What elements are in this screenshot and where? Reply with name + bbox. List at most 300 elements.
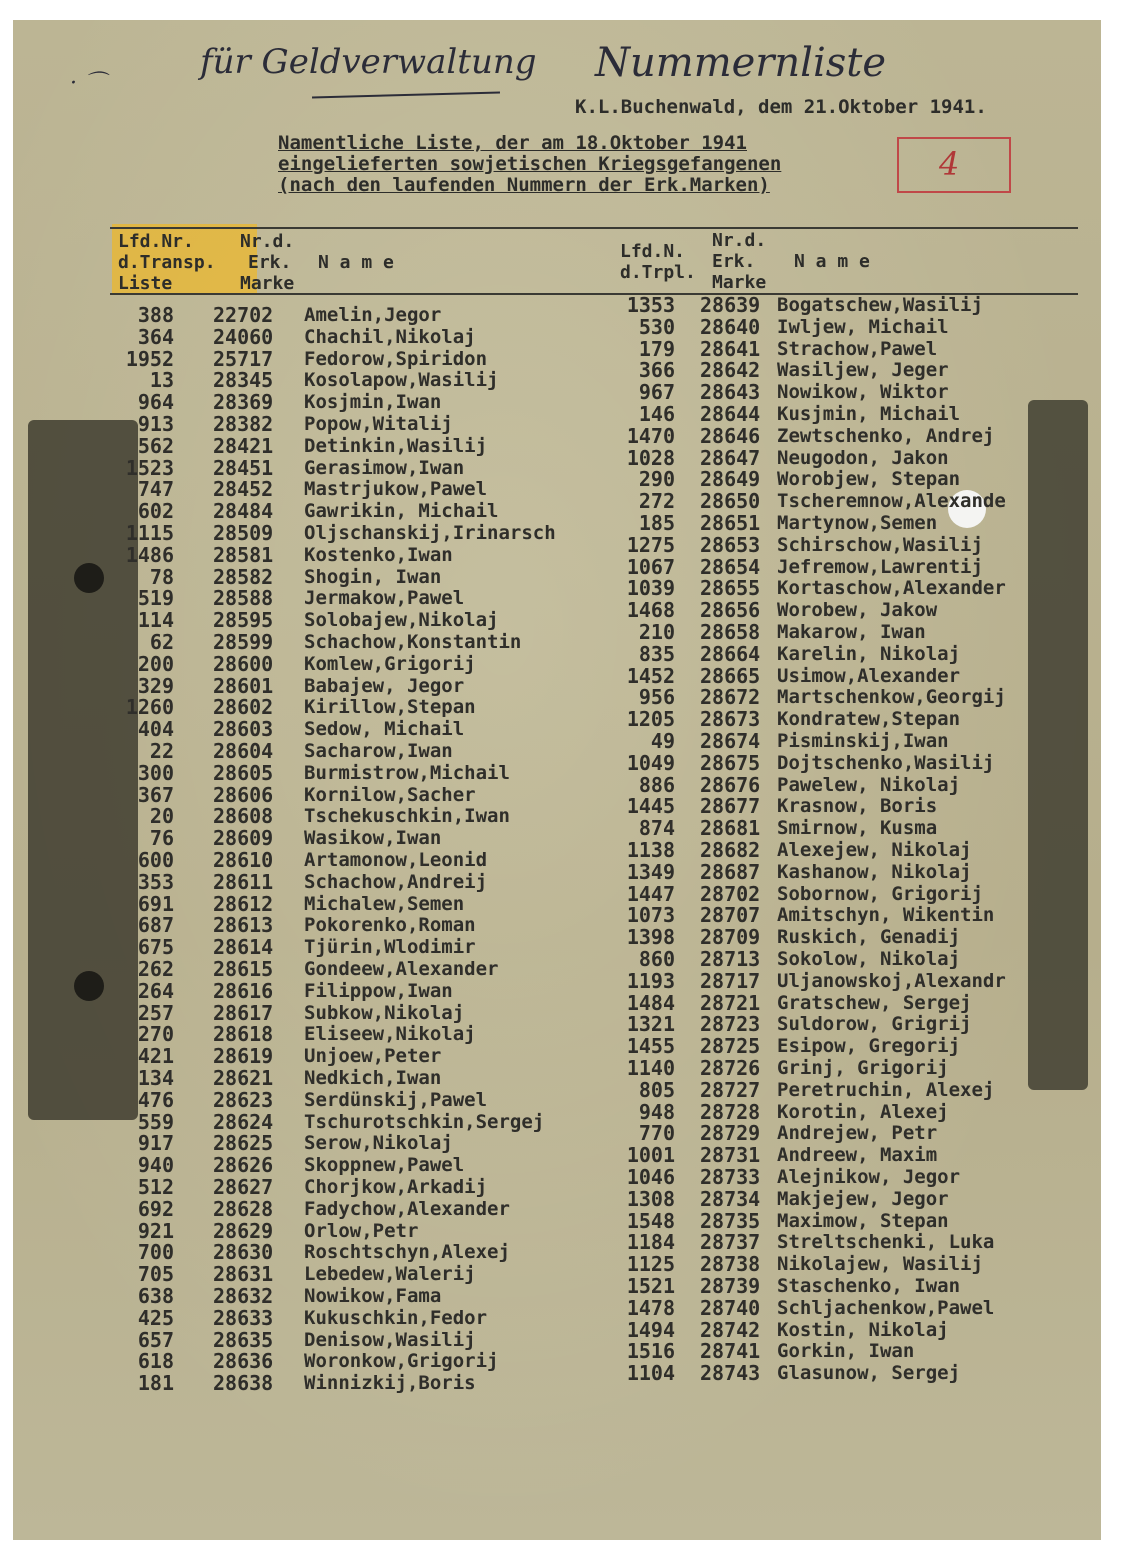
lfd-number: 476 bbox=[137, 1087, 174, 1112]
lfd-number: 1001 bbox=[626, 1143, 675, 1168]
lfd-number: 1353 bbox=[626, 293, 675, 317]
prisoner-name: Nowikow,Fama bbox=[304, 1285, 442, 1307]
marke-number: 28647 bbox=[700, 445, 761, 470]
prisoner-name: Peretruchin, Alexej bbox=[777, 1078, 995, 1101]
lfd-number: 290 bbox=[638, 467, 675, 492]
lfd-number: 1138 bbox=[626, 838, 675, 862]
header-line: Marke bbox=[712, 272, 767, 293]
marke-number: 28675 bbox=[700, 750, 761, 775]
lfd-number: 860 bbox=[638, 947, 675, 971]
place-date-line: K.L.Buchenwald, dem 21.Oktober 1941. bbox=[575, 96, 987, 118]
punch-hole-bottom bbox=[74, 971, 104, 1001]
prisoner-name: Karelin, Nikolaj bbox=[777, 642, 961, 665]
lfd-number: 262 bbox=[137, 957, 174, 981]
lfd-number: 1516 bbox=[626, 1339, 675, 1364]
marke-number: 24060 bbox=[213, 324, 274, 349]
lfd-number: 770 bbox=[638, 1121, 675, 1146]
marke-number: 28741 bbox=[700, 1339, 761, 1364]
lfd-number: 364 bbox=[137, 324, 174, 349]
table-rule-top bbox=[110, 227, 1078, 229]
prisoner-name: Subkow,Nikolaj bbox=[304, 1001, 465, 1024]
lfd-number: 940 bbox=[137, 1153, 174, 1178]
marke-number: 28658 bbox=[700, 620, 761, 644]
lfd-number: 519 bbox=[137, 586, 174, 611]
lfd-number: 146 bbox=[638, 402, 675, 426]
lfd-number: 200 bbox=[137, 651, 174, 676]
header-line: Liste bbox=[118, 273, 173, 294]
prisoner-name: Andrejew, Petr bbox=[777, 1122, 938, 1145]
marke-number: 28614 bbox=[213, 935, 274, 960]
marke-number: 28382 bbox=[213, 412, 274, 436]
lfd-number: 1125 bbox=[626, 1252, 675, 1277]
lfd-number: 1104 bbox=[626, 1361, 675, 1386]
prisoner-name: Gorkin, Iwan bbox=[777, 1340, 915, 1363]
prisoner-name: Alejnikow, Jegor bbox=[777, 1166, 961, 1188]
marke-number: 28636 bbox=[213, 1349, 274, 1374]
marke-number: 28687 bbox=[700, 859, 761, 884]
lfd-number: 700 bbox=[137, 1240, 174, 1265]
marke-number: 28581 bbox=[213, 542, 274, 567]
lfd-number: 404 bbox=[137, 717, 174, 742]
prisoner-name: Winnizkij,Boris bbox=[304, 1372, 476, 1395]
prisoner-name: Wasikow,Iwan bbox=[304, 827, 442, 850]
marke-number: 28609 bbox=[213, 826, 274, 851]
marke-number: 28606 bbox=[213, 782, 274, 807]
lfd-number: 367 bbox=[137, 782, 174, 807]
prisoner-name: Sokolow, Nikolaj bbox=[777, 948, 961, 970]
marke-number: 28630 bbox=[213, 1240, 274, 1265]
marke-number: 28646 bbox=[700, 423, 761, 448]
prisoner-name: Martynow,Semen bbox=[777, 512, 938, 534]
lfd-number: 512 bbox=[137, 1175, 174, 1199]
marke-number: 28739 bbox=[700, 1274, 761, 1298]
marke-number: 28619 bbox=[213, 1044, 274, 1069]
lfd-number: 1046 bbox=[626, 1165, 675, 1189]
lfd-number: 1523 bbox=[125, 455, 174, 480]
marke-number: 28654 bbox=[700, 554, 761, 579]
prisoner-name: Iwljew, Michail bbox=[777, 315, 949, 338]
prisoner-name: Solobajew,Nikolaj bbox=[304, 609, 499, 632]
prisoner-name: Eliseew,Nikolaj bbox=[304, 1023, 476, 1046]
marke-number: 28644 bbox=[700, 402, 761, 426]
lfd-number: 1205 bbox=[626, 707, 675, 732]
prisoner-name: Lebedew,Walerij bbox=[304, 1263, 476, 1286]
marke-number: 28452 bbox=[213, 477, 274, 502]
marke-number: 28617 bbox=[213, 1000, 274, 1025]
prisoner-name: Serow,Nikolaj bbox=[304, 1132, 453, 1155]
marke-number: 28677 bbox=[700, 794, 761, 819]
prisoner-name: Kosjmin,Iwan bbox=[304, 391, 442, 414]
prisoner-name: Nowikow, Wiktor bbox=[777, 381, 949, 404]
prisoner-name: Schachow,Andreij bbox=[304, 870, 488, 893]
marke-number: 28610 bbox=[213, 848, 274, 872]
prisoner-name: Fadychow,Alexander bbox=[304, 1197, 510, 1220]
lfd-number: 1521 bbox=[626, 1274, 675, 1298]
lfd-number: 181 bbox=[137, 1371, 174, 1396]
prisoner-name: Worobjew, Stepan bbox=[777, 468, 961, 491]
marke-number: 28742 bbox=[700, 1317, 761, 1342]
marke-number: 28676 bbox=[700, 772, 761, 797]
lfd-number: 956 bbox=[638, 685, 675, 710]
prisoner-name: Detinkin,Wasilij bbox=[304, 434, 488, 457]
prisoner-name: Korotin, Alexej bbox=[777, 1100, 949, 1123]
marke-number: 28674 bbox=[700, 729, 761, 753]
lfd-number: 1494 bbox=[626, 1317, 675, 1342]
pencil-mark: · ⌒ bbox=[70, 71, 106, 96]
title-line: (nach den laufenden Nummern der Erk.Marken) bbox=[278, 174, 770, 196]
marke-number: 22702 bbox=[213, 303, 274, 327]
prisoner-name: Martschenkow,Georgij bbox=[777, 686, 1006, 709]
marke-number: 28602 bbox=[213, 695, 274, 720]
marke-number: 28612 bbox=[213, 891, 274, 916]
prisoner-name: Kostin, Nikolaj bbox=[777, 1318, 949, 1341]
prisoner-name: Serdünskij,Pawel bbox=[304, 1088, 488, 1111]
lfd-number: 22 bbox=[149, 739, 174, 763]
lfd-number: 421 bbox=[137, 1044, 174, 1069]
marke-number: 28681 bbox=[700, 816, 761, 841]
marke-number: 28603 bbox=[213, 717, 274, 742]
marke-number: 28484 bbox=[213, 499, 274, 524]
marke-number: 28734 bbox=[700, 1186, 761, 1211]
marke-number: 28653 bbox=[700, 532, 761, 557]
marke-number: 28604 bbox=[213, 739, 274, 763]
lfd-number: 964 bbox=[137, 390, 174, 415]
prisoner-name: Schirschow,Wasilij bbox=[777, 533, 983, 556]
handwritten-note-right: Nummernliste bbox=[595, 40, 887, 86]
lfd-number: 805 bbox=[638, 1077, 675, 1102]
prisoner-name: Gondeew,Alexander bbox=[304, 958, 499, 980]
header-line: Lfd.Nr. bbox=[118, 231, 194, 252]
prisoner-name: Roschtschyn,Alexej bbox=[304, 1241, 510, 1264]
prisoner-name: Schachow,Konstantin bbox=[304, 631, 522, 653]
marke-number: 28625 bbox=[213, 1131, 274, 1156]
marke-number: 28743 bbox=[700, 1361, 761, 1386]
lfd-number: 1952 bbox=[125, 346, 174, 371]
marke-number: 28664 bbox=[700, 641, 761, 666]
marke-number: 28608 bbox=[213, 804, 274, 829]
marke-number: 28615 bbox=[213, 957, 274, 981]
prisoner-name: Pokorenko,Roman bbox=[304, 914, 476, 937]
prisoner-name: Komlew,Grigorij bbox=[304, 652, 476, 675]
prisoner-name: Jefremow,Lawrentij bbox=[777, 555, 983, 578]
prisoner-name: Gawrikin, Michail bbox=[304, 500, 499, 523]
marke-number: 28737 bbox=[700, 1230, 761, 1255]
marke-number: 28588 bbox=[213, 586, 274, 611]
lfd-number: 1486 bbox=[125, 542, 174, 567]
left-header-nr bbox=[240, 231, 294, 294]
lfd-number: 602 bbox=[137, 499, 174, 524]
prisoner-name: Suldorow, Grigrij bbox=[777, 1013, 972, 1036]
lfd-number: 13 bbox=[149, 368, 174, 393]
prisoner-name: Makarow, Iwan bbox=[777, 621, 926, 643]
right-header-name: N a m e bbox=[794, 251, 870, 272]
lfd-number: 638 bbox=[137, 1284, 174, 1308]
marke-number: 28735 bbox=[700, 1208, 761, 1233]
prisoner-name: Pawelew, Nikolaj bbox=[777, 773, 961, 796]
prisoner-name: Staschenko, Iwan bbox=[777, 1275, 961, 1297]
header-line: Erk. bbox=[712, 251, 756, 272]
prisoner-name: Nikolajew, Wasilij bbox=[777, 1253, 983, 1276]
lfd-number: 917 bbox=[137, 1131, 174, 1156]
prisoner-name: Kortaschow,Alexander bbox=[777, 577, 1006, 600]
header-line: d.Transp. bbox=[118, 252, 216, 273]
lfd-number: 1398 bbox=[626, 925, 675, 950]
lfd-number: 1073 bbox=[626, 903, 675, 928]
marke-number: 28650 bbox=[700, 489, 761, 514]
header-line: d.Trpl. bbox=[620, 262, 696, 283]
prisoner-name: Kirillow,Stepan bbox=[304, 696, 476, 719]
prisoner-name: Maximow, Stepan bbox=[777, 1209, 949, 1232]
prisoner-name: Babajew, Jegor bbox=[304, 674, 465, 697]
prisoner-name: Uljanowskoj,Alexandr bbox=[777, 969, 1006, 992]
lfd-number: 874 bbox=[638, 816, 675, 841]
lfd-number: 835 bbox=[638, 641, 675, 666]
marke-number: 25717 bbox=[213, 346, 274, 371]
prisoner-name: Michalew,Semen bbox=[304, 892, 465, 915]
lfd-number: 1308 bbox=[626, 1186, 675, 1211]
prisoner-name: Tscheremnow,Alexande bbox=[777, 490, 1006, 513]
prisoner-name: Krasnow, Boris bbox=[777, 795, 938, 818]
marke-number: 28616 bbox=[213, 978, 274, 1003]
marke-number: 28729 bbox=[700, 1121, 761, 1146]
marke-number: 28635 bbox=[213, 1327, 274, 1352]
prisoner-name: Smirnow, Kusma bbox=[777, 817, 938, 840]
prisoner-name: Tjürin,Wlodimir bbox=[304, 936, 476, 959]
prisoner-name: Wasiljew, Jeger bbox=[777, 359, 949, 382]
marke-number: 28738 bbox=[700, 1252, 761, 1277]
marke-number: 28611 bbox=[213, 869, 274, 894]
prisoner-name: Worobew, Jakow bbox=[777, 599, 938, 622]
marke-number: 28665 bbox=[700, 663, 761, 688]
lfd-number: 1478 bbox=[626, 1295, 675, 1320]
prisoner-name: Schljachenkow,Pawel bbox=[777, 1296, 995, 1319]
lfd-number: 657 bbox=[137, 1327, 174, 1352]
page-number: 4 bbox=[939, 145, 960, 183]
lfd-number: 1484 bbox=[626, 990, 675, 1015]
marke-number: 28369 bbox=[213, 390, 274, 415]
lfd-number: 388 bbox=[137, 303, 174, 327]
lfd-number: 1445 bbox=[626, 794, 675, 819]
marke-number: 28618 bbox=[213, 1022, 274, 1047]
prisoner-name: Mastrjukow,Pawel bbox=[304, 478, 488, 501]
marke-number: 28733 bbox=[700, 1165, 761, 1189]
marke-number: 28721 bbox=[700, 990, 761, 1015]
lfd-number: 747 bbox=[137, 477, 174, 502]
marke-number: 28643 bbox=[700, 380, 761, 405]
lfd-number: 49 bbox=[650, 729, 675, 753]
marke-number: 28717 bbox=[700, 968, 761, 993]
prisoner-name: Sacharow,Iwan bbox=[304, 740, 453, 762]
header-line: Lfd.N. bbox=[620, 241, 686, 262]
right-header-nr bbox=[712, 230, 766, 293]
prisoner-name: Sedow, Michail bbox=[304, 718, 465, 741]
lfd-number: 1193 bbox=[626, 968, 675, 993]
prisoner-name: Streltschenki, Luka bbox=[777, 1231, 995, 1254]
marke-number: 28672 bbox=[700, 685, 761, 710]
prisoner-name: Makjejew, Jegor bbox=[777, 1187, 949, 1210]
header-line: Nr.d. bbox=[240, 231, 295, 252]
prisoner-name: Burmistrow,Michail bbox=[304, 761, 510, 784]
tape-strip-right bbox=[1028, 400, 1088, 1090]
marke-number: 28707 bbox=[700, 903, 761, 928]
lfd-number: 1275 bbox=[626, 532, 675, 557]
left-header-name: N a m e bbox=[318, 252, 394, 273]
marke-number: 28727 bbox=[700, 1077, 761, 1102]
lfd-number: 705 bbox=[137, 1262, 174, 1287]
lfd-number: 366 bbox=[638, 358, 675, 383]
lfd-number: 618 bbox=[137, 1349, 174, 1374]
prisoner-name: Zewtschenko, Andrej bbox=[777, 424, 995, 447]
lfd-number: 675 bbox=[137, 935, 174, 960]
prisoner-name: Fedorow,Spiridon bbox=[304, 347, 488, 370]
lfd-number: 300 bbox=[137, 760, 174, 785]
prisoner-name: Shogin, Iwan bbox=[304, 565, 442, 588]
handwritten-note-left: für Geldverwaltung bbox=[200, 42, 537, 82]
lfd-number: 1455 bbox=[626, 1034, 675, 1059]
lfd-number: 967 bbox=[638, 380, 675, 405]
prisoner-name: Bogatschew,Wasilij bbox=[777, 294, 983, 316]
marke-number: 28631 bbox=[213, 1262, 274, 1287]
prisoner-name: Tschurotschkin,Sergej bbox=[304, 1110, 545, 1133]
marke-number: 28600 bbox=[213, 651, 274, 676]
lfd-number: 134 bbox=[137, 1066, 174, 1090]
prisoner-name: Artamonow,Leonid bbox=[304, 849, 488, 871]
prisoner-name: Popow,Witalij bbox=[304, 413, 453, 435]
prisoner-name: Woronkow,Grigorij bbox=[304, 1350, 499, 1373]
prisoner-name: Pisminskij,Iwan bbox=[777, 730, 949, 752]
marke-number: 28642 bbox=[700, 358, 761, 383]
marke-number: 28599 bbox=[213, 630, 274, 654]
lfd-number: 1447 bbox=[626, 881, 675, 906]
lfd-number: 1548 bbox=[626, 1208, 675, 1233]
marke-number: 28628 bbox=[213, 1196, 274, 1221]
lfd-number: 179 bbox=[638, 336, 675, 361]
lfd-number: 425 bbox=[137, 1305, 174, 1330]
title-line: Namentliche Liste, der am 18.Oktober 1941 bbox=[278, 132, 747, 154]
marke-number: 28605 bbox=[213, 760, 274, 785]
marke-number: 28655 bbox=[700, 576, 761, 601]
lfd-number: 559 bbox=[137, 1109, 174, 1134]
marke-number: 28632 bbox=[213, 1284, 274, 1308]
marke-number: 28709 bbox=[700, 925, 761, 950]
prisoner-name: Neugodon, Jakon bbox=[777, 446, 949, 469]
prisoner-name: Strachow,Pawel bbox=[777, 337, 938, 360]
lfd-number: 1039 bbox=[626, 576, 675, 601]
lfd-number: 185 bbox=[638, 511, 675, 535]
marke-number: 28651 bbox=[700, 511, 761, 535]
marke-number: 28682 bbox=[700, 838, 761, 862]
prisoner-name: Alexejew, Nikolaj bbox=[777, 839, 972, 861]
marke-number: 28629 bbox=[213, 1218, 274, 1243]
punch-hole-top bbox=[74, 563, 104, 593]
marke-number: 28649 bbox=[700, 467, 761, 492]
prisoner-name: Denisow,Wasilij bbox=[304, 1328, 476, 1351]
lfd-number: 921 bbox=[137, 1218, 174, 1243]
prisoner-name: Oljschanskij,Irinarsch bbox=[304, 522, 556, 544]
lfd-number: 600 bbox=[137, 848, 174, 872]
prisoner-name: Gratschew, Sergej bbox=[777, 991, 972, 1014]
prisoner-name: Unjoew,Peter bbox=[304, 1045, 442, 1068]
prisoner-name: Ruskich, Genadij bbox=[777, 926, 961, 949]
marke-number: 28713 bbox=[700, 947, 761, 971]
marke-number: 28723 bbox=[700, 1012, 761, 1037]
lfd-number: 270 bbox=[137, 1022, 174, 1047]
marke-number: 28613 bbox=[213, 913, 274, 938]
marke-number: 28702 bbox=[700, 881, 761, 906]
marke-number: 28421 bbox=[213, 433, 274, 458]
marke-number: 28731 bbox=[700, 1143, 761, 1168]
header-line: Nr.d. bbox=[712, 230, 767, 251]
prisoner-name: Filippow,Iwan bbox=[304, 979, 453, 1002]
lfd-number: 210 bbox=[638, 620, 675, 644]
lfd-number: 913 bbox=[137, 412, 174, 436]
lfd-number: 1349 bbox=[626, 859, 675, 884]
prisoner-name: Andreew, Maxim bbox=[777, 1144, 938, 1167]
lfd-number: 1115 bbox=[125, 521, 174, 545]
lfd-number: 272 bbox=[638, 489, 675, 514]
lfd-number: 62 bbox=[149, 630, 174, 654]
header-line: Erk. bbox=[248, 252, 292, 273]
lfd-number: 1321 bbox=[626, 1012, 675, 1037]
marke-number: 28451 bbox=[213, 455, 274, 480]
lfd-number: 257 bbox=[137, 1000, 174, 1025]
prisoner-name: Glasunow, Sergej bbox=[777, 1362, 961, 1385]
marke-number: 28595 bbox=[213, 608, 274, 633]
marke-number: 28726 bbox=[700, 1056, 761, 1080]
lfd-number: 1184 bbox=[626, 1230, 675, 1255]
lfd-number: 1028 bbox=[626, 445, 675, 470]
lfd-number: 264 bbox=[137, 978, 174, 1003]
prisoner-name: Nedkich,Iwan bbox=[304, 1067, 442, 1089]
lfd-number: 948 bbox=[638, 1099, 675, 1124]
lfd-number: 353 bbox=[137, 869, 174, 894]
lfd-number: 687 bbox=[137, 913, 174, 938]
lfd-number: 692 bbox=[137, 1196, 174, 1221]
marke-number: 28639 bbox=[700, 293, 761, 317]
page-number-box bbox=[897, 137, 1011, 193]
prisoner-name: Skoppnew,Pawel bbox=[304, 1154, 465, 1177]
lfd-number: 114 bbox=[137, 608, 174, 633]
marke-number: 28641 bbox=[700, 336, 761, 361]
lfd-number: 76 bbox=[149, 826, 174, 851]
marke-number: 28623 bbox=[213, 1087, 274, 1112]
lfd-number: 78 bbox=[149, 564, 174, 589]
lfd-number: 329 bbox=[137, 673, 174, 698]
left-header-lfd bbox=[118, 231, 216, 294]
prisoner-name: Dojtschenko,Wasilij bbox=[777, 751, 995, 774]
prisoner-name: Tschekuschkin,Iwan bbox=[304, 805, 510, 828]
lfd-number: 20 bbox=[149, 804, 174, 829]
lfd-number: 1049 bbox=[626, 750, 675, 775]
lfd-number: 1470 bbox=[626, 423, 675, 448]
prisoner-name: Usimow,Alexander bbox=[777, 664, 961, 687]
marke-number: 28345 bbox=[213, 368, 274, 393]
prisoner-name: Sobornow, Grigorij bbox=[777, 882, 983, 905]
marke-number: 28624 bbox=[213, 1109, 274, 1134]
marke-number: 28638 bbox=[213, 1371, 274, 1396]
lfd-number: 562 bbox=[137, 433, 174, 458]
lfd-number: 1067 bbox=[626, 554, 675, 579]
marke-number: 28656 bbox=[700, 598, 761, 623]
prisoner-name: Kostenko,Iwan bbox=[304, 543, 453, 566]
right-header-lfd bbox=[620, 241, 696, 283]
marke-number: 28582 bbox=[213, 564, 274, 589]
prisoner-name: Kukuschkin,Fedor bbox=[304, 1306, 488, 1329]
prisoner-name: Kornilow,Sacher bbox=[304, 783, 476, 806]
marke-number: 28601 bbox=[213, 673, 274, 698]
prisoner-name: Kashanow, Nikolaj bbox=[777, 860, 972, 883]
prisoner-name: Jermakow,Pawel bbox=[304, 587, 465, 610]
